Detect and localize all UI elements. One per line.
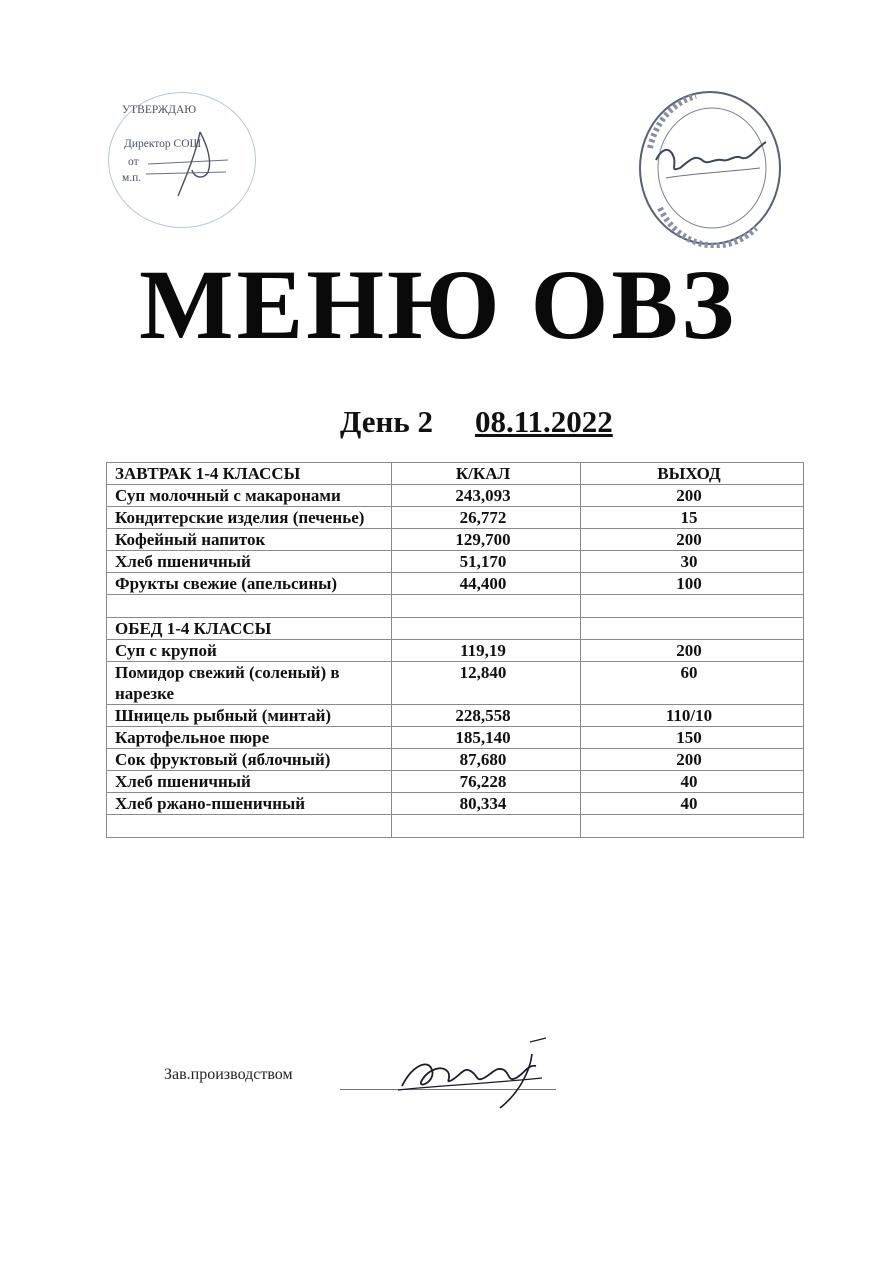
dish-output: 60 (581, 662, 804, 705)
dish-kcal: 26,772 (392, 507, 581, 529)
dish-kcal: 80,334 (392, 793, 581, 815)
dish-name: Суп молочный с макаронами (107, 485, 392, 507)
approval-signature-icon (108, 92, 258, 232)
table-row (107, 793, 804, 815)
page-title: МЕНЮ ОВЗ (139, 249, 737, 360)
dish-name: Хлеб пшеничный (107, 771, 392, 793)
table-header-row (107, 463, 804, 485)
dish-kcal: 185,140 (392, 727, 581, 749)
dish-name: Фрукты свежие (апельсины) (107, 573, 392, 595)
dish-output: 200 (581, 749, 804, 771)
dish-output: 40 (581, 771, 804, 793)
dish-output: 150 (581, 727, 804, 749)
dish-name: Хлеб ржано-пшеничный (107, 793, 392, 815)
approval-line-3: от (128, 156, 139, 168)
footer-label: Зав.производством (164, 1066, 293, 1083)
header-lunch: ОБЕД 1-4 КЛАССЫ (107, 618, 392, 640)
empty-row (107, 815, 804, 838)
approval-line-1: УТВЕРЖДАЮ (122, 104, 197, 116)
table-row (107, 485, 804, 507)
menu-table (106, 462, 804, 838)
dish-output: 200 (581, 529, 804, 551)
dish-kcal: 44,400 (392, 573, 581, 595)
empty-row (107, 595, 804, 618)
day-label: День 2 (340, 404, 433, 439)
dish-kcal: 129,700 (392, 529, 581, 551)
dish-output: 200 (581, 485, 804, 507)
dish-name: Хлеб пшеничный (107, 551, 392, 573)
dish-output: 15 (581, 507, 804, 529)
dish-output: 110/10 (581, 705, 804, 727)
menu-date: 08.11.2022 (474, 404, 613, 439)
dish-name: Суп с крупой (107, 640, 392, 662)
table-row (107, 749, 804, 771)
dish-kcal: 228,558 (392, 705, 581, 727)
table-row (107, 640, 804, 662)
dish-output: 200 (581, 640, 804, 662)
dish-kcal: 12,840 (392, 662, 581, 705)
lunch-header-row (107, 618, 804, 640)
dish-name: Сок фруктовый (яблочный) (107, 749, 392, 771)
table-row (107, 507, 804, 529)
dish-kcal: 76,228 (392, 771, 581, 793)
header-output: ВЫХОД (581, 463, 804, 485)
table-row (107, 662, 804, 705)
dish-name: Помидор свежий (соленый) в нарезке (107, 662, 392, 705)
dish-output: 30 (581, 551, 804, 573)
table-row (107, 529, 804, 551)
dish-output: 100 (581, 573, 804, 595)
header-breakfast: ЗАВТРАК 1-4 КЛАССЫ (107, 463, 392, 485)
dish-kcal: 243,093 (392, 485, 581, 507)
dish-name: Картофельное пюре (107, 727, 392, 749)
header-kcal: К/КАЛ (392, 463, 581, 485)
table-row (107, 771, 804, 793)
table-row (107, 573, 804, 595)
dish-kcal: 87,680 (392, 749, 581, 771)
approval-line-4: м.п. (122, 172, 142, 184)
dish-name: Кофейный напиток (107, 529, 392, 551)
dish-kcal: 51,170 (392, 551, 581, 573)
table-row (107, 705, 804, 727)
approval-stamp (108, 92, 258, 232)
day-line (340, 404, 613, 440)
dish-name: Шницель рыбный (минтай) (107, 705, 392, 727)
dish-name: Кондитерские изделия (печенье) (107, 507, 392, 529)
table-row (107, 727, 804, 749)
round-seal-icon (636, 88, 786, 248)
dish-output: 40 (581, 793, 804, 815)
table-row (107, 551, 804, 573)
approval-line-2: Директор СОШ (124, 138, 202, 150)
dish-kcal: 119,19 (392, 640, 581, 662)
signature-icon (392, 1036, 562, 1116)
